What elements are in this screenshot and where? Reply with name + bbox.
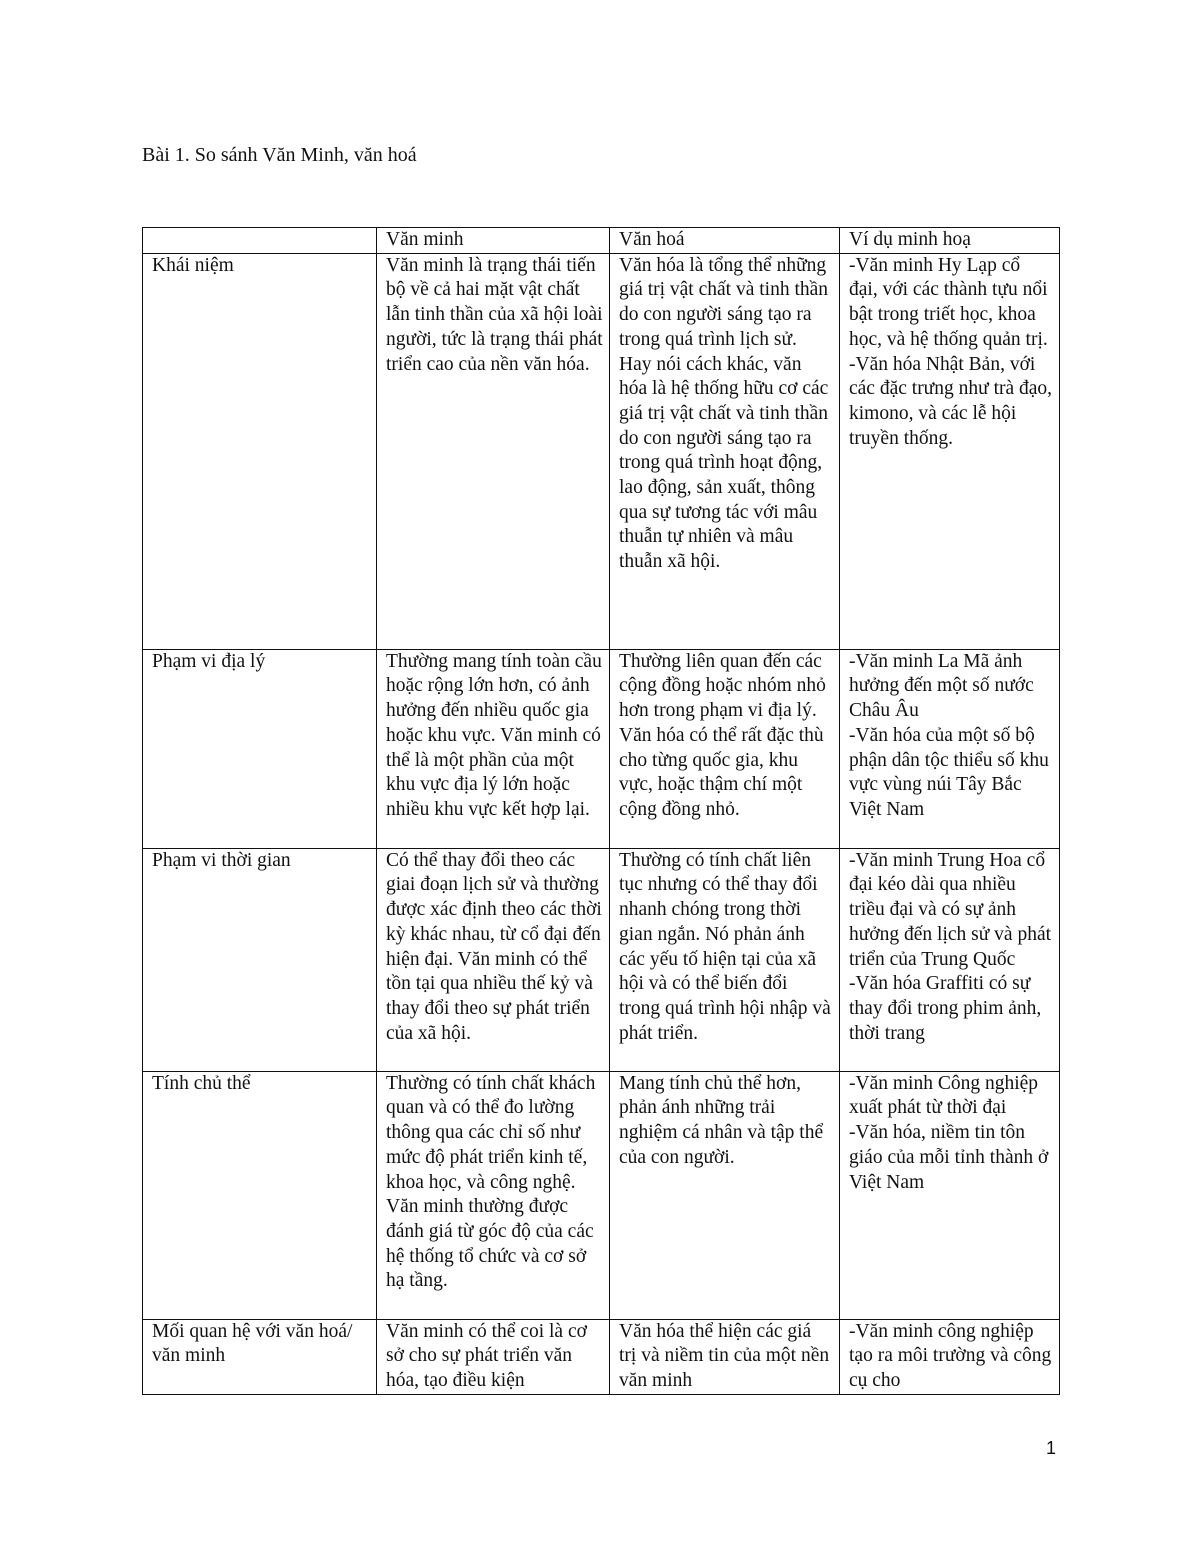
header-cell-examples: Ví dụ minh hoạ <box>840 228 1060 254</box>
table-row <box>143 1319 1060 1394</box>
example-text: -Văn hóa Graffiti có sự thay đổi trong phim ảnh, thời trang <box>849 973 1042 1044</box>
examples-cell <box>840 1071 1060 1319</box>
example-text: -Văn minh Công nghiệp xuất phát từ thời đại <box>849 1072 1039 1119</box>
van-hoa-cell: Văn hóa thể hiện các giá trị và niềm tin của một nền văn minh <box>610 1319 840 1394</box>
header-cell-criterion <box>143 228 377 254</box>
table-header-row <box>143 228 1060 254</box>
examples-cell <box>840 253 1060 649</box>
criterion-cell: Tính chủ thể <box>143 1071 377 1319</box>
example-text: -Văn minh Hy Lạp cổ đại, với các thành tựu nổi bật trong triết học, khoa học, và hệ thống quản trị. <box>849 254 1048 350</box>
van-minh-cell: Thường có tính chất khách quan và có thể đo lường thông qua các chỉ số như mức độ phát triển kinh tế, khoa học, và công nghệ. Văn minh thường được đánh giá từ góc độ của các hệ thống tổ chức và cơ sở hạ tầng. <box>377 1071 610 1319</box>
van-hoa-cell: Thường có tính chất liên tục nhưng có thể thay đổi nhanh chóng trong thời gian ngắn. Nó phản ánh các yếu tố hiện tại của xã hội và có thể biến đổi trong quá trình hội nhập và phát triển. <box>610 848 840 1071</box>
example-text: -Văn hóa, niềm tin tôn giáo của mỗi tỉnh thành ở Việt Nam <box>849 1122 1049 1193</box>
table-row <box>143 848 1060 1071</box>
examples-cell <box>840 649 1060 848</box>
criterion-cell: Phạm vi thời gian <box>143 848 377 1071</box>
van-minh-cell: Thường mang tính toàn cầu hoặc rộng lớn hơn, có ảnh hưởng đến nhiều quốc gia hoặc khu vực. Văn minh có thể là một phần của một khu vực địa lý lớn hoặc nhiều khu vực kết hợp lại. <box>377 649 610 848</box>
example-text: -Văn minh La Mã ảnh hưởng đến một số nước Châu Âu <box>849 650 1034 722</box>
criterion-cell: Khái niệm <box>143 253 377 649</box>
example-text: -Văn minh công nghiệp tạo ra môi trường và công cụ cho <box>849 1320 1052 1392</box>
van-hoa-cell: Mang tính chủ thể hơn, phản ánh những trải nghiệm cá nhân và tập thể của con người. <box>610 1071 840 1319</box>
example-text: -Văn minh Trung Hoa cổ đại kéo dài qua nhiều triều đại và có sự ảnh hưởng đến lịch sử và phát triển của Trung Quốc <box>849 849 1052 970</box>
examples-cell <box>840 848 1060 1071</box>
criterion-cell: Mối quan hệ với văn hoá/ văn minh <box>143 1319 377 1394</box>
example-text: -Văn hóa Nhật Bản, với các đặc trưng như trà đạo, kimono, và các lễ hội truyền thống. <box>849 353 1053 449</box>
van-minh-cell: Văn minh là trạng thái tiến bộ về cả hai mặt vật chất lẫn tinh thần của xã hội loài người, tức là trạng thái phát triển cao của nền văn hóa. <box>377 253 610 649</box>
page-title: Bài 1. So sánh Văn Minh, văn hoá <box>142 144 417 166</box>
van-hoa-cell: Văn hóa là tổng thể những giá trị vật chất và tinh thần do con người sáng tạo ra trong quá trình lịch sử. Hay nói cách khác, văn hóa là hệ thống hữu cơ các giá trị vật chất và tinh thần do con người sáng tạo ra trong quá trình hoạt động, lao động, sản xuất, thông qua sự tương tác với mâu thuẫn tự nhiên và mâu thuẫn xã hội. <box>610 253 840 649</box>
examples-cell <box>840 1319 1060 1394</box>
header-cell-van-minh: Văn minh <box>377 228 610 254</box>
van-minh-cell: Văn minh có thể coi là cơ sở cho sự phát triển văn hóa, tạo điều kiện <box>377 1319 610 1394</box>
van-minh-cell: Có thể thay đổi theo các giai đoạn lịch sử và thường được xác định theo các thời kỳ khác nhau, từ cổ đại đến hiện đại. Văn minh có thể tồn tại qua nhiều thế kỷ và thay đổi theo sự phát triển của xã hội. <box>377 848 610 1071</box>
table-row <box>143 649 1060 848</box>
van-hoa-cell: Thường liên quan đến các cộng đồng hoặc nhóm nhỏ hơn trong phạm vi địa lý. Văn hóa có thể rất đặc thù cho từng quốc gia, khu vực, hoặc thậm chí một cộng đồng nhỏ. <box>610 649 840 848</box>
comparison-table <box>142 227 1060 1395</box>
table-row <box>143 253 1060 649</box>
example-text: -Văn hóa của một số bộ phận dân tộc thiểu số khu vực vùng núi Tây Bắc Việt Nam <box>849 724 1049 820</box>
criterion-cell: Phạm vi địa lý <box>143 649 377 848</box>
table-row <box>143 1071 1060 1319</box>
header-cell-van-hoa: Văn hoá <box>610 228 840 254</box>
page-number: 1 <box>1046 1438 1057 1458</box>
